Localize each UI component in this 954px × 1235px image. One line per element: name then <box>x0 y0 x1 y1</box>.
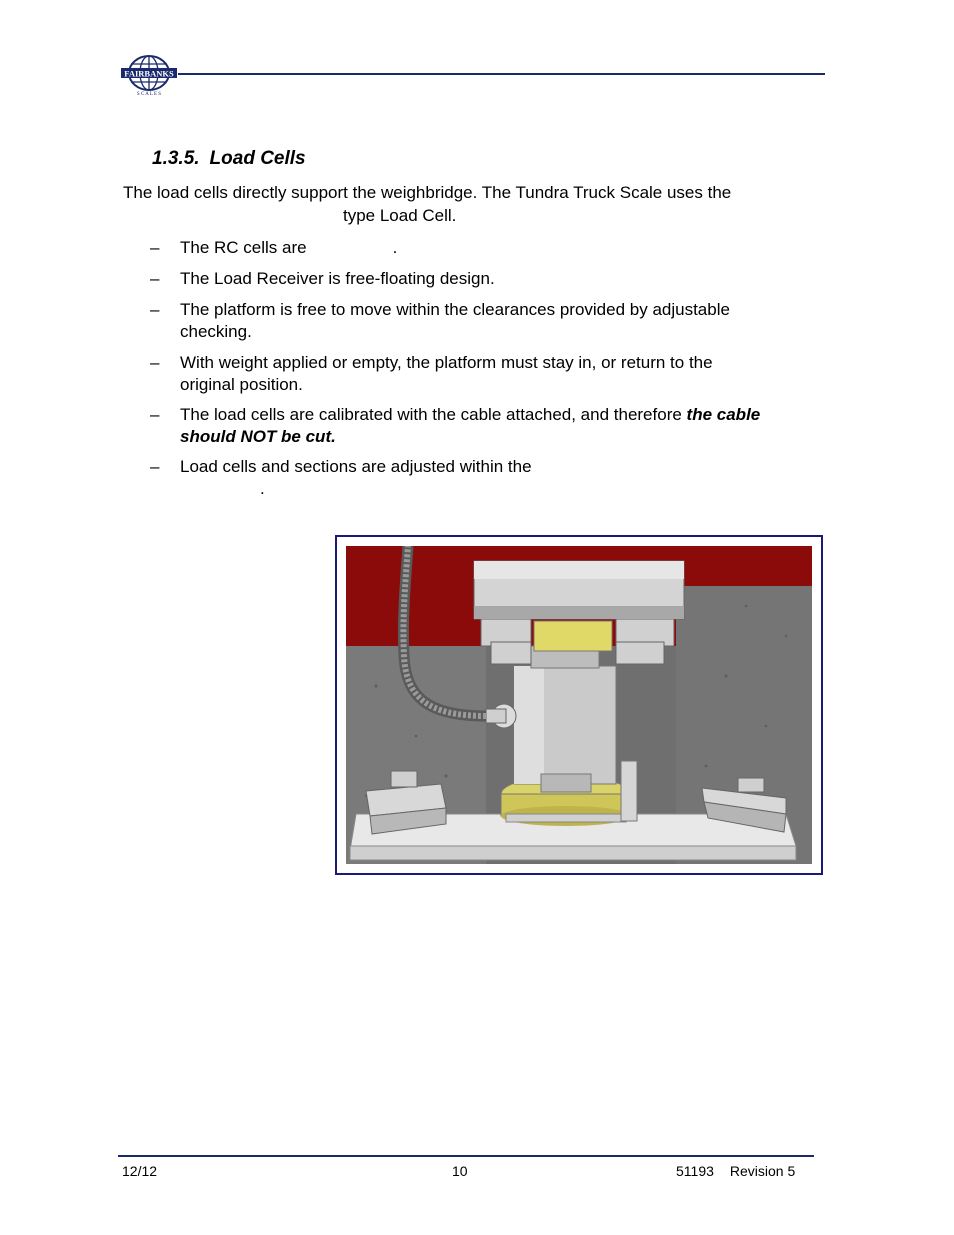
bullet-text: The RC cells are <box>180 238 307 257</box>
load-cell-figure <box>335 535 823 875</box>
globe-logo-icon <box>120 55 178 97</box>
bullet-dash: – <box>150 300 160 319</box>
bullet-dash: – <box>150 353 160 372</box>
bullet-warning: the cable <box>686 405 761 424</box>
bullet-text: The platform is free to move within the clearances provided by adjustable <box>180 300 730 319</box>
bullet-text: The load cells are calibrated with the cable attached, and therefore <box>180 405 682 424</box>
bullet-text-cont: checking. <box>180 322 252 341</box>
bullet-warning-cont: should NOT be cut. <box>180 427 336 446</box>
section-heading <box>152 148 306 170</box>
bullet-tail: . <box>392 238 398 257</box>
header-rule <box>178 73 825 75</box>
load-cell-illustration <box>346 546 812 864</box>
logo-wordmark: FAIRBANKS <box>124 68 174 79</box>
footer-document-id <box>676 1163 795 1179</box>
bullet-text: The Load Receiver is free-floating design. <box>180 269 495 288</box>
bullet-dash: – <box>150 269 160 288</box>
bullet-text-cont: . <box>260 479 265 498</box>
bullet-dash: – <box>150 405 160 424</box>
bullet-dash: – <box>150 238 160 257</box>
section-title: Load Cells <box>209 148 306 169</box>
page-number: 10 <box>452 1163 468 1179</box>
bullet-text-cont: original position. <box>180 375 303 394</box>
footer-rule <box>118 1155 814 1157</box>
footer-date: 12/12 <box>122 1163 158 1179</box>
intro-line-1: The load cells directly support the weighbridge. The Tundra Truck Scale uses the <box>123 183 732 202</box>
intro-line-2: type Load Cell. <box>343 206 457 225</box>
fairbanks-logo <box>120 55 178 97</box>
bullet-text: Load cells and sections are adjusted within the <box>180 457 532 476</box>
logo-subtitle: S C A L E S <box>136 92 162 97</box>
section-number: 1.3.5. <box>152 148 200 169</box>
bullet-dash: – <box>150 457 160 476</box>
revision-label: Revision 5 <box>729 1163 796 1179</box>
doc-number: 51193 <box>676 1163 714 1179</box>
bullet-text: With weight applied or empty, the platform must stay in, or return to the <box>180 353 713 372</box>
